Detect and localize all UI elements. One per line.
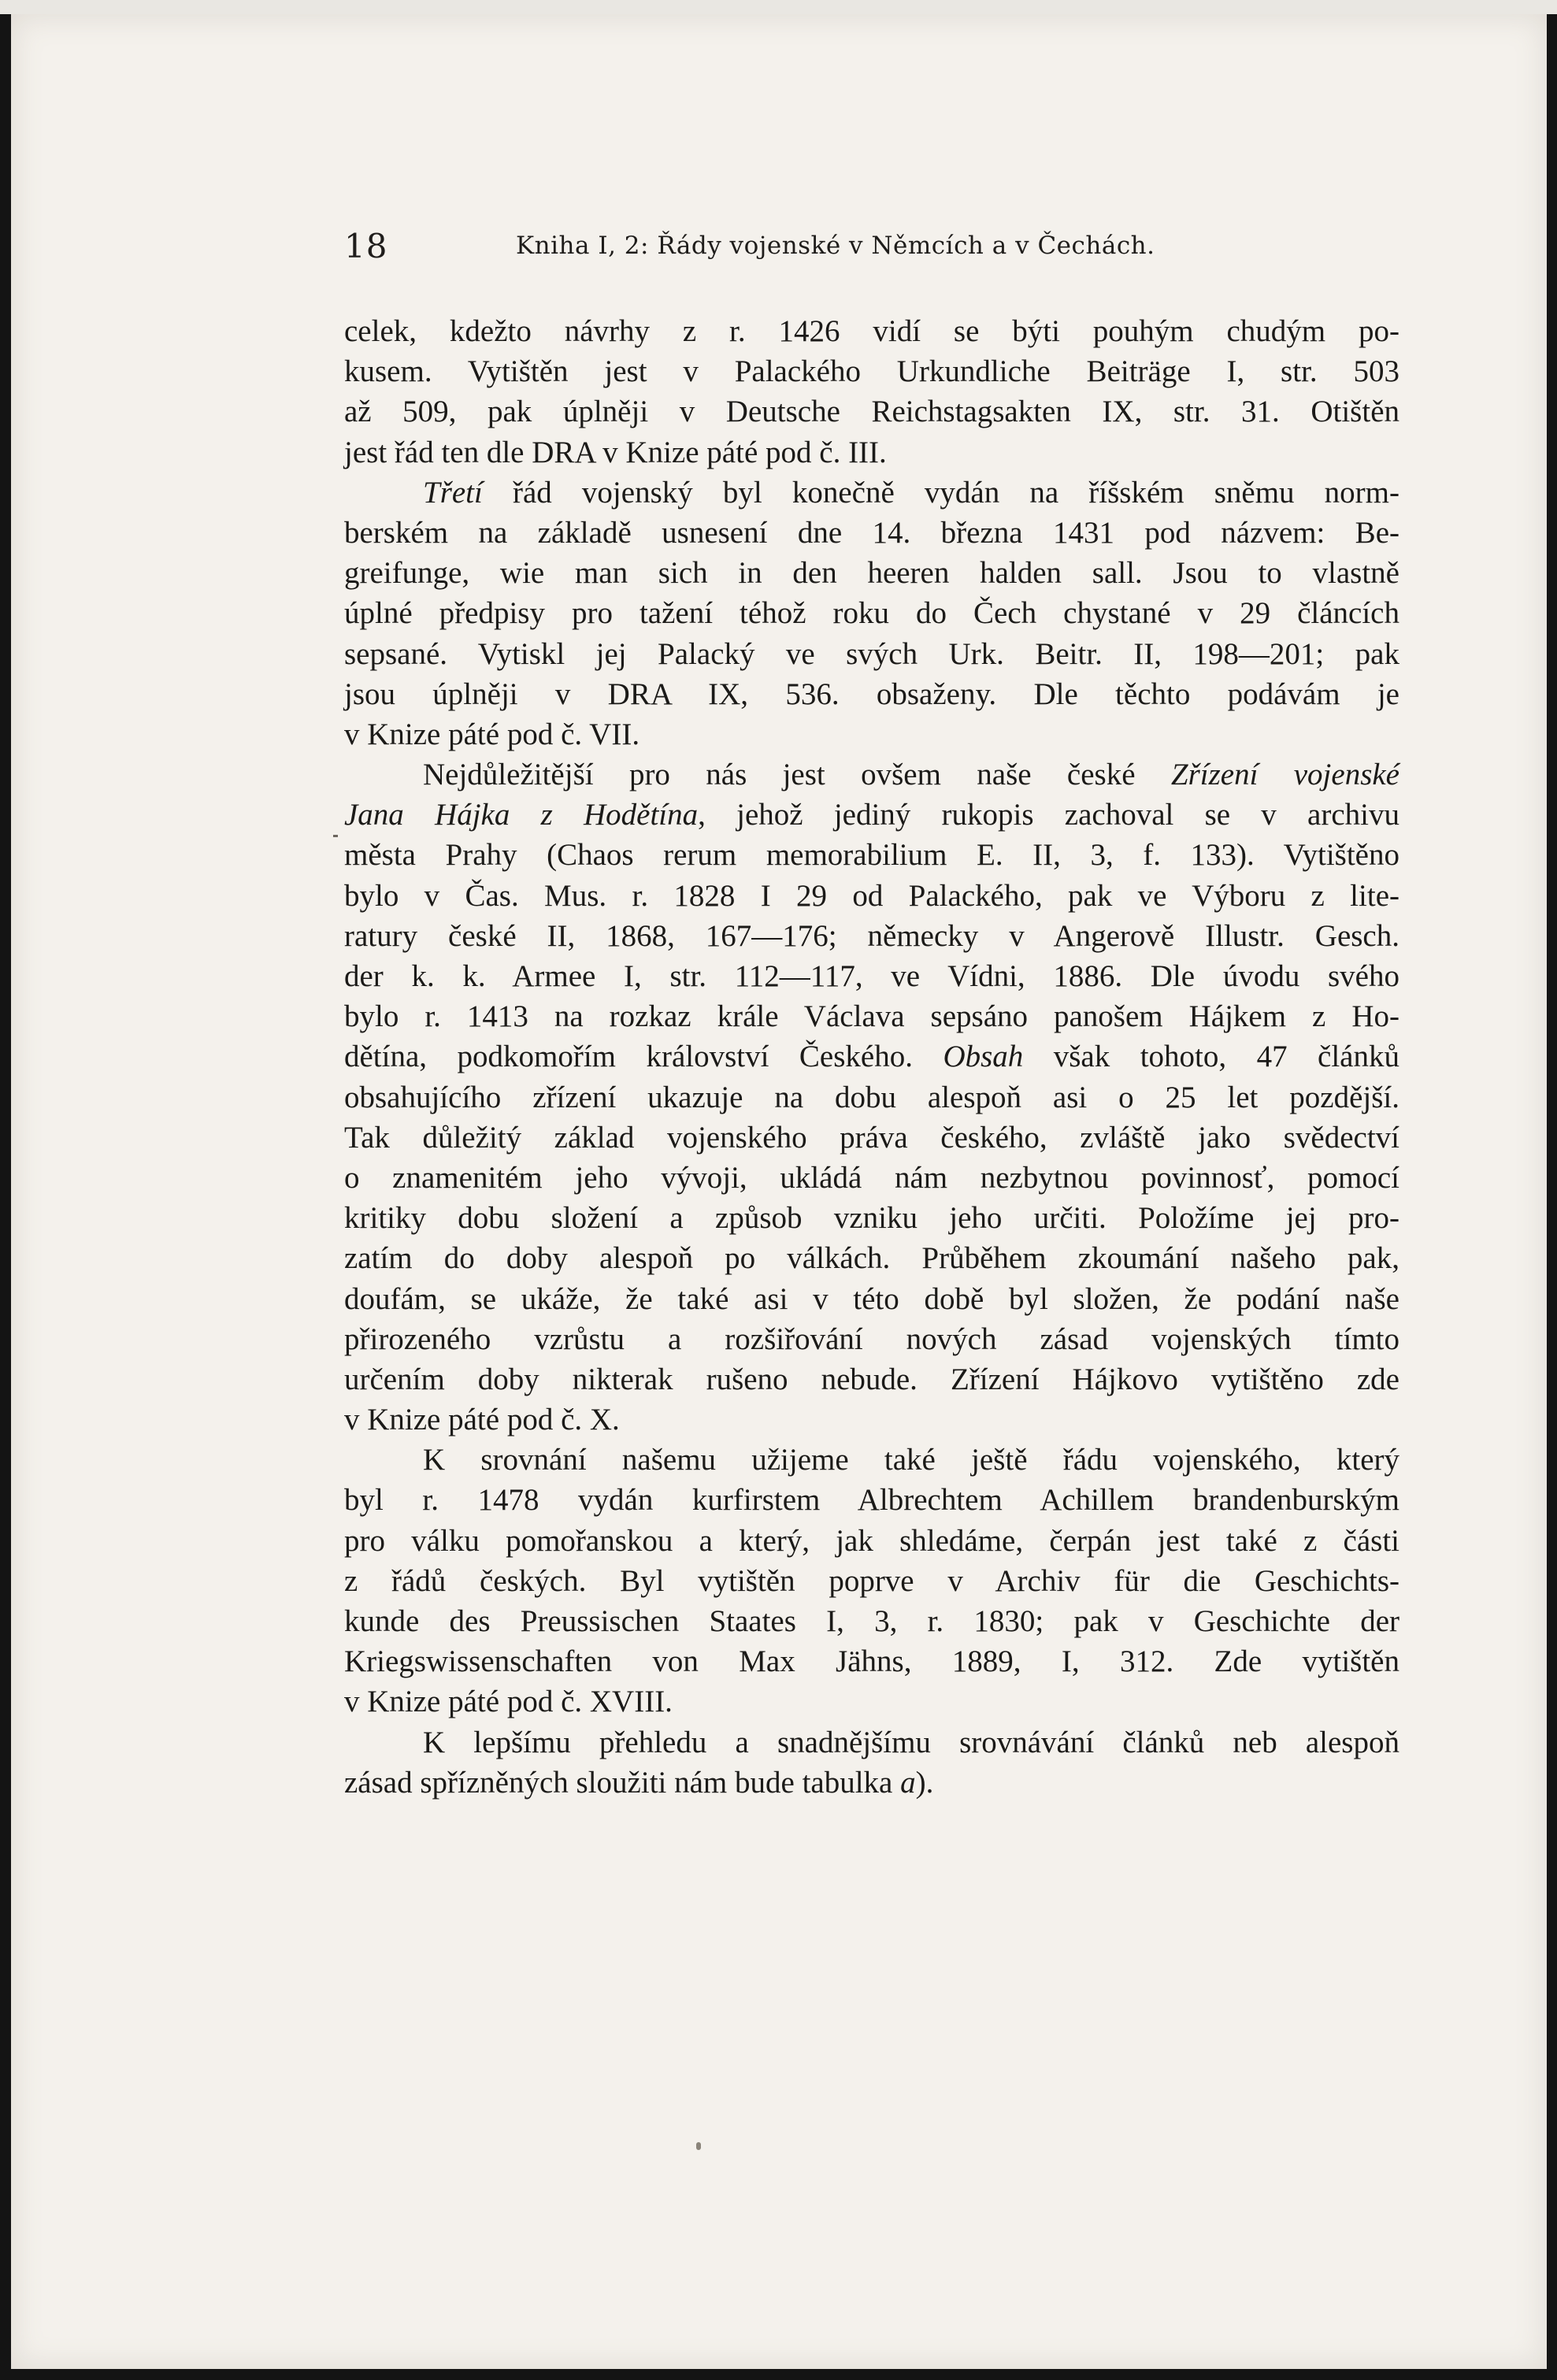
text-line [344, 1681, 1399, 1722]
text-segment: Tak důležitý základ vojenského práva českého, zvláště jako svědectví [344, 1120, 1399, 1155]
text-segment: greifunge, wie man sich in den heeren halden sall. Jsou to vlastně [344, 556, 1399, 591]
text-line [344, 1399, 1399, 1440]
text-line [344, 1440, 1399, 1480]
text-segment: z řádů českých. Byl vytištěn poprve v Archiv für die Geschichts- [344, 1563, 1399, 1598]
text-segment: v Knize páté pod č. XVIII. [344, 1685, 673, 1719]
text-segment: kritiky dobu složení a způsob vzniku jeho určiti. Položíme jej pro- [344, 1201, 1399, 1236]
text-segment: K lepšímu přehledu a snadnějšímu srovnávání článků neb alespoň [423, 1725, 1399, 1759]
text-line [344, 1521, 1399, 1561]
text-segment: bylo v Čas. Mus. r. 1828 I 29 od Palackého, pak ve Výboru z lite- [344, 878, 1399, 913]
text-line [344, 916, 1399, 956]
text-segment: Nejdůležitější pro nás jest ovšem naše české [423, 758, 1171, 792]
italic-text: Zřízení vojenské [1170, 758, 1399, 792]
italic-text: a [900, 1765, 916, 1800]
paragraph [344, 311, 1399, 473]
running-head [344, 225, 1399, 272]
running-head-title: Kniha I, 2: Řády vojenské v Němcích a v Čechách. [516, 232, 1155, 260]
text-line [344, 1561, 1399, 1601]
text-line [344, 1279, 1399, 1319]
text-segment: kusem. Vytištěn jest v Palackého Urkundliche Beiträge I, str. 503 [344, 354, 1399, 389]
text-segment: , jehož jediný rukopis zachoval se v archivu [698, 798, 1399, 832]
text-segment: města Prahy (Chaos rerum memorabilium E. II, 3, f. 133). Vytištěno [344, 838, 1399, 873]
text-line [344, 391, 1399, 432]
margin-mark [333, 835, 338, 837]
text-segment: K srovnání našemu užijeme také ještě řádu vojenského, který [423, 1443, 1399, 1477]
text-line [344, 1077, 1399, 1118]
text-segment: v Knize páté pod č. X. [344, 1403, 620, 1437]
body-text [344, 311, 1399, 1803]
text-segment: sepsané. Vytiskl jej Palacký ve svých Urk. Beitr. II, 198—201; pak [344, 636, 1399, 671]
paragraph [344, 473, 1399, 754]
text-line [344, 1763, 1399, 1803]
italic-text: Třetí [423, 475, 483, 510]
text-line [344, 795, 1399, 835]
text-line [344, 714, 1399, 754]
italic-text: Obsah [943, 1040, 1024, 1074]
text-segment: zatím do doby alespoň po válkách. Průběhem zkoumání našeho pak, [344, 1241, 1399, 1276]
text-line [344, 1722, 1399, 1763]
text-segment: řád vojenský byl konečně vydán na říšském sněmu norm- [482, 475, 1399, 510]
scan-top-edge [0, 0, 1557, 14]
text-line [344, 1198, 1399, 1238]
text-segment: jsou úplněji v DRA IX, 536. obsaženy. Dle těchto podávám je [344, 677, 1399, 711]
paragraph [344, 1440, 1399, 1722]
text-segment: Kriegswissenschaften von Max Jähns, 1889, I, 312. Zde vytištěn [344, 1644, 1399, 1679]
text-line [344, 1036, 1399, 1077]
text-line [344, 473, 1399, 513]
text-line [344, 754, 1399, 795]
text-segment: obsahujícího zřízení ukazuje na dobu alespoň asi o 25 let pozdější. [344, 1080, 1399, 1114]
text-segment: kunde des Preussischen Staates I, 3, r. 1830; pak v Geschichte der [344, 1604, 1399, 1638]
text-line [344, 1158, 1399, 1198]
text-segment: přirozeného vzrůstu a rozšiřování nových zásad vojenských tímto [344, 1322, 1399, 1356]
text-segment: dětína, podkomořím království Českého. [344, 1040, 943, 1074]
text-line [344, 1238, 1399, 1278]
text-segment: celek, kdežto návrhy z r. 1426 vidí se býti pouhým chudým po- [344, 314, 1399, 348]
text-line [344, 1319, 1399, 1359]
text-segment: určením doby nikterak rušeno nebude. Zřízení Hájkovo vytištěno zde [344, 1362, 1399, 1396]
page-number: 18 [344, 227, 388, 265]
text-segment: der k. k. Armee I, str. 112—117, ve Vídni, 1886. Dle úvodu svého [344, 959, 1399, 993]
text-segment: však tohoto, 47 článků [1023, 1040, 1399, 1074]
text-line [344, 835, 1399, 875]
text-line [344, 1641, 1399, 1681]
text-line [344, 876, 1399, 916]
text-segment: úplné předpisy pro tažení téhož roku do Čech chystané v 29 článcích [344, 596, 1399, 631]
text-segment: až 509, pak úplněji v Deutsche Reichstagsakten IX, str. 31. Otištěn [344, 395, 1399, 429]
text-line [344, 1480, 1399, 1520]
text-segment: jest řád ten dle DRA v Knize páté pod č. III. [344, 435, 887, 469]
text-line [344, 311, 1399, 351]
text-line [344, 513, 1399, 553]
text-line [344, 351, 1399, 391]
text-line [344, 1118, 1399, 1158]
text-line [344, 1359, 1399, 1399]
paper-speck [696, 2142, 701, 2150]
text-line [344, 593, 1399, 633]
text-segment: bylo r. 1413 na rozkaz krále Václava sepsáno panošem Hájkem z Ho- [344, 999, 1399, 1034]
paragraph [344, 754, 1399, 1440]
text-segment: doufám, se ukáže, že také asi v této době byl složen, že podání naše [344, 1281, 1399, 1316]
text-segment: v Knize páté pod č. VII. [344, 717, 640, 751]
text-line [344, 553, 1399, 593]
text-line [344, 1601, 1399, 1641]
paragraph [344, 1722, 1399, 1803]
text-segment: ). [915, 1765, 934, 1800]
text-segment: o znamenitém jeho vývoji, ukládá nám nezbytnou povinnosť, pomocí [344, 1160, 1399, 1195]
text-line [344, 432, 1399, 473]
text-segment: zásad spřízněných sloužiti nám bude tabulka [344, 1765, 901, 1800]
text-line [344, 674, 1399, 714]
italic-text: Jana Hájka z Hodětína [344, 798, 699, 832]
text-segment: ratury české II, 1868, 167—176; německy v Angerově Illustr. Gesch. [344, 918, 1399, 953]
text-segment: byl r. 1478 vydán kurfirstem Albrechtem Achillem brandenburským [344, 1483, 1399, 1518]
text-line [344, 956, 1399, 996]
text-line [344, 634, 1399, 674]
text-segment: berském na základě usnesení dne 14. března 1431 pod názvem: Be- [344, 515, 1399, 550]
text-line [344, 996, 1399, 1036]
text-segment: pro válku pomořanskou a který, jak shledáme, čerpán jest také z části [344, 1523, 1399, 1558]
